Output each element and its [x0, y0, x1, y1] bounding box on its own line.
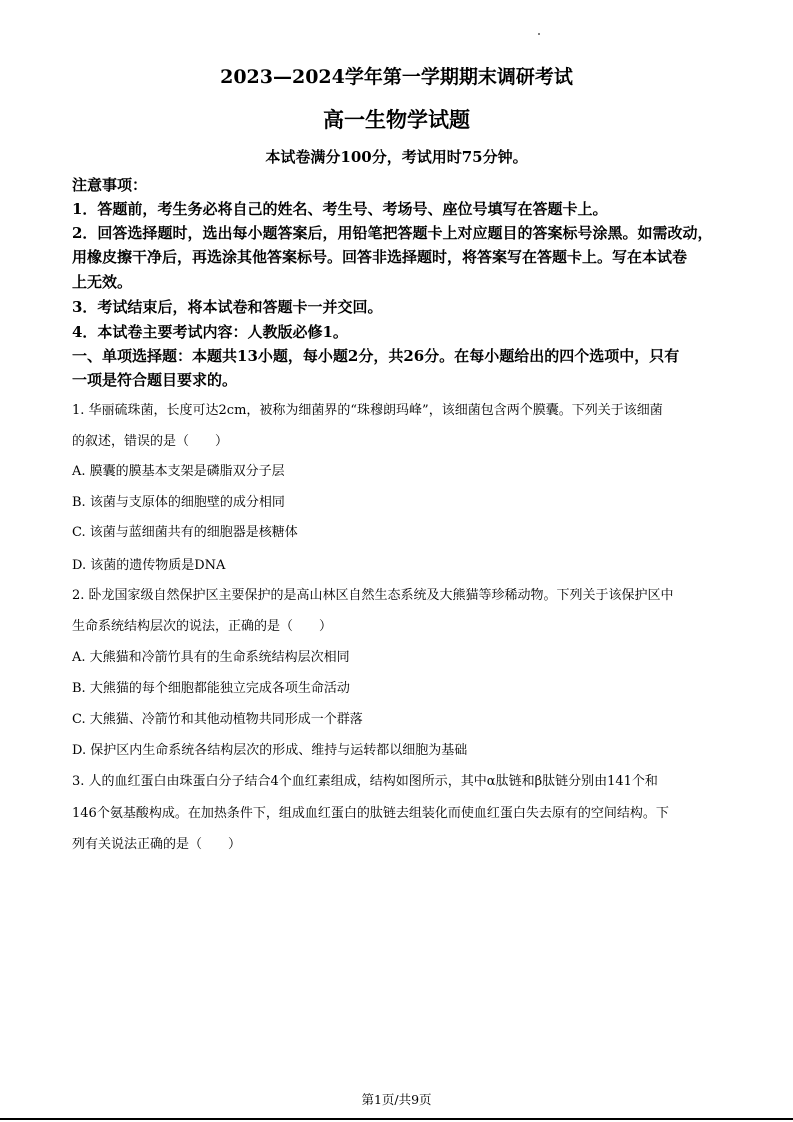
notes-heading: 注意事项： — [72, 176, 148, 194]
q2-option-c: C. 大熊猫、冷箭竹和其他动植物共同形成一个群落 — [72, 712, 363, 727]
q1-stem: 1. 华丽硫珠菌，长度可达2cm，被称为细菌界的“珠穆朗玛峰”，该细菌包含两个膜囊。下列关于该细菌 — [72, 403, 663, 418]
q1-stem-cont: 的叙述，错误的是（ ） — [72, 434, 229, 449]
q3-stem-cont2: 列有关说法正确的是（ ） — [72, 837, 242, 852]
q3-stem: 3. 人的血红蛋白由珠蛋白分子结合4个血红素组成，结构如图所示，其中α肽链和β肽链分别由141个和 — [72, 774, 658, 789]
q2-option-b: B. 大熊猫的每个细胞都能独立完成各项生命活动 — [72, 681, 350, 696]
score-time-note: 本试卷满分100分，考试用时75分钟。 — [265, 148, 528, 166]
note-item: 4．本试卷主要考试内容：人教版必修1。 — [72, 323, 348, 341]
q1-option-c: C. 该菌与蓝细菌共有的细胞器是核糖体 — [72, 525, 298, 540]
bottom-rule — [0, 1118, 793, 1120]
exam-title: 2023—2024学年第一学期期末调研考试 — [220, 66, 573, 88]
page-number: 第1页/共9页 — [361, 1092, 432, 1107]
q3-stem-cont: 146个氨基酸构成。在加热条件下，组成血红蛋白的肽链去组装化而使血红蛋白失去原有的空间结构。下 — [72, 806, 669, 821]
q2-option-d: D. 保护区内生命系统各结构层次的形成、维持与运转都以细胞为基础 — [72, 743, 468, 758]
note-item: 3．考试结束后，将本试卷和答题卡一并交回。 — [72, 298, 383, 316]
scan-dot — [538, 33, 540, 35]
note-item: 上无效。 — [72, 273, 133, 291]
q1-option-a: A. 膜囊的膜基本支架是磷脂双分子层 — [72, 464, 285, 479]
note-item: 2．回答选择题时，选出每小题答案后，用铅笔把答题卡上对应题目的答案标号涂黑。如需改动， — [72, 224, 713, 242]
section-heading-cont: 一项是符合题目要求的。 — [72, 371, 238, 389]
q2-stem-cont: 生命系统结构层次的说法，正确的是（ ） — [72, 619, 333, 634]
section-heading: 一、单项选择题：本题共13小题，每小题2分，共26分。在每小题给出的四个选项中，只有 — [72, 347, 680, 365]
q1-option-d: D. 该菌的遗传物质是DNA — [72, 558, 226, 573]
q2-stem: 2. 卧龙国家级自然保护区主要保护的是高山林区自然生态系统及大熊猫等珍稀动物。下列关于该保护区中 — [72, 588, 674, 603]
note-item: 1．答题前，考生务必将自己的姓名、考生号、考场号、座位号填写在答题卡上。 — [72, 200, 608, 218]
subject-title: 高一生物学试题 — [323, 107, 470, 132]
q2-option-a: A. 大熊猫和冷箭竹具有的生命系统结构层次相同 — [72, 650, 350, 665]
q1-option-b: B. 该菌与支原体的细胞壁的成分相同 — [72, 495, 285, 510]
note-item: 用橡皮擦干净后，再选涂其他答案标号。回答非选择题时，将答案写在答题卡上。写在本试卷 — [72, 248, 688, 266]
